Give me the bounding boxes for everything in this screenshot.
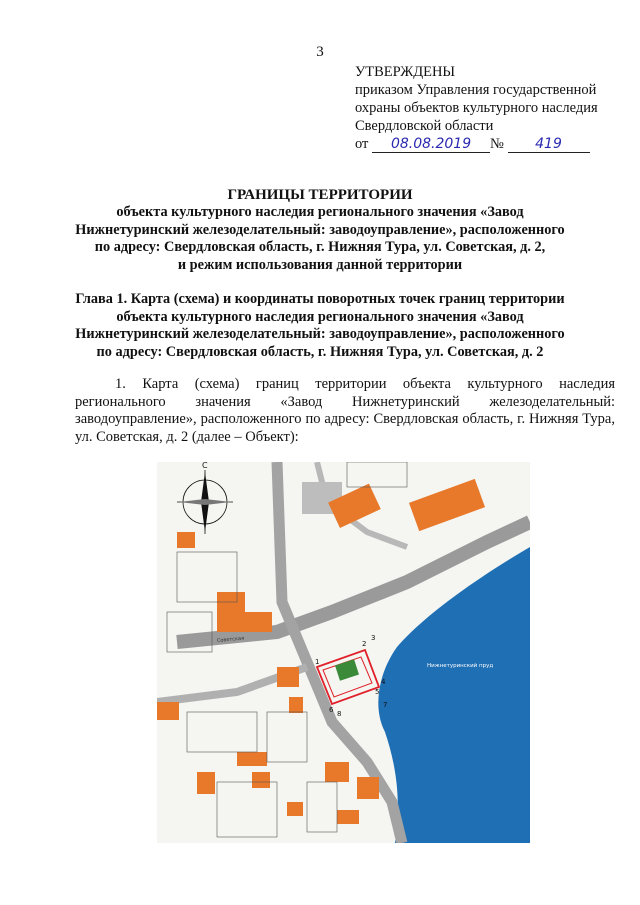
chapter-line: Нижнетуринский железоделательный: заводоуправление», расположенного — [75, 326, 565, 343]
point-2: 2 — [362, 640, 367, 648]
approval-line: охраны объектов культурного наследия — [355, 100, 598, 116]
approval-date-line — [355, 135, 598, 153]
point-6: 6 — [329, 706, 334, 714]
approval-line: приказом Управления государственной — [355, 82, 597, 98]
point-5: 5 — [375, 688, 380, 696]
document-subtitle — [70, 204, 570, 274]
approval-number: 419 — [508, 137, 590, 153]
chapter-line: Глава 1. Карта (схема) и координаты поворотных точек границ территории — [75, 291, 565, 307]
approval-block — [355, 63, 598, 153]
chapter-line: объекта культурного наследия регионального значения «Завод — [116, 308, 524, 325]
street-label: Советская — [216, 635, 245, 644]
pond-label: Нижнетуринский пруд — [427, 663, 494, 669]
chapter-heading — [70, 291, 570, 361]
paragraph-1 — [75, 376, 615, 446]
map-svg — [157, 462, 530, 843]
number-prefix: № — [490, 136, 504, 152]
point-7: 7 — [383, 701, 388, 709]
approval-line: Свердловской области — [355, 118, 494, 134]
point-8: 8 — [337, 710, 342, 718]
subtitle-line: Нижнетуринский железоделательный: заводоуправление», расположенного — [75, 221, 565, 238]
approval-date: 08.08.2019 — [372, 137, 490, 153]
subtitle-line: объекта культурного наследия регионального значения «Завод — [116, 204, 524, 220]
north-label: С — [202, 462, 208, 470]
document-title: ГРАНИЦЫ ТЕРРИТОРИИ — [227, 187, 413, 203]
subtitle-line: по адресу: Свердловская область, г. Нижняя Тура, ул. Советская, д. 2, — [94, 239, 546, 256]
paragraph-text: 1. Карта (схема) границ территории объекта культурного наследия регионального значения «Завод Нижнетуринский железоделательный: заводоуправление», расположенного по адресу: Свердловская область, г. Нижняя Тура, ул. Советская, д. 2 (далее – Объект): — [75, 376, 615, 445]
page-number: 3 — [316, 44, 324, 60]
approval-heading: УТВЕРЖДЕНЫ — [355, 64, 456, 80]
point-4: 4 — [381, 678, 386, 686]
date-prefix: от — [355, 136, 369, 152]
boundary-map — [157, 462, 530, 843]
chapter-line: по адресу: Свердловская область, г. Нижняя Тура, ул. Советская, д. 2 — [96, 343, 544, 360]
point-3: 3 — [371, 634, 376, 642]
subtitle-line: и режим использования данной территории — [177, 256, 463, 273]
point-1: 1 — [315, 658, 320, 666]
